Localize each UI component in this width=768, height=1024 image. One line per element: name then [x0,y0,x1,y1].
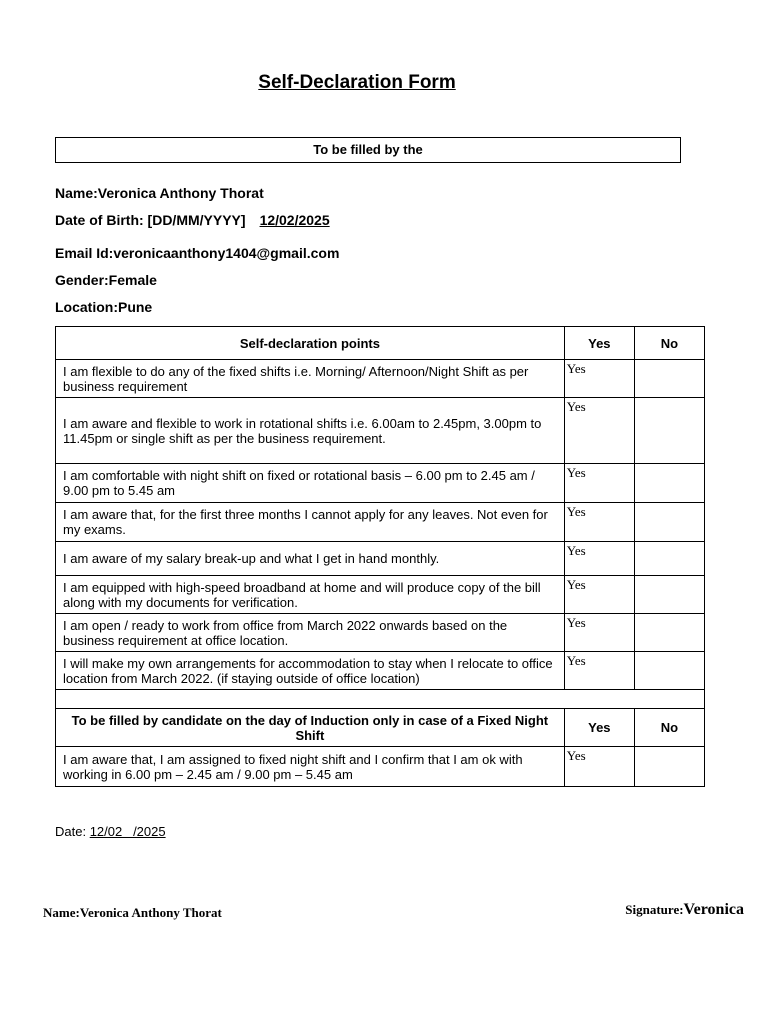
row-no [634,503,704,542]
induction-header-no: No [634,709,704,747]
table-row [56,360,705,398]
table-header-row [56,327,705,360]
declaration-table [55,326,705,787]
header-yes: Yes [564,327,634,360]
date-label: Date: [55,824,87,839]
row-yes: Yes [564,542,634,576]
row-text: I am aware that, I am assigned to fixed night shift and I confirm that I am ok with working in 6.00 pm – 2.45 am / 9.00 pm – 5.45 am [56,747,565,787]
row-yes: Yes [564,503,634,542]
row-yes: Yes [564,614,634,652]
row-yes: Yes [564,576,634,614]
row-text: I am equipped with high-speed broadband at home and will produce copy of the bill along with my documents for verification. [56,576,565,614]
gender-field: Gender:Female [55,272,157,288]
date-value: 12/02 /2025 [89,824,166,839]
table-row [56,503,705,542]
row-yes: Yes [564,464,634,503]
row-no [634,614,704,652]
dob-label: Date of Birth: [DD/MM/YYYY] [55,212,246,228]
signature-label: Signature: [625,902,684,917]
spacer-row [56,690,705,709]
table-row [56,614,705,652]
table-row [56,464,705,503]
row-no [634,398,704,464]
row-text: I am comfortable with night shift on fixed or rotational basis – 6.00 pm to 2.45 am / 9.00 pm to 5.45 am [56,464,565,503]
header-points: Self-declaration points [56,327,565,360]
row-text: I am open / ready to work from office from March 2022 onwards based on the business requirement at office location. [56,614,565,652]
spacer-cell [56,690,705,709]
signature-block [625,901,744,919]
induction-header: To be filled by candidate on the day of Induction only in case of a Fixed Night Shift [56,709,565,747]
table-row [56,747,705,787]
induction-header-row [56,709,705,747]
row-yes: Yes [564,360,634,398]
table-row [56,398,705,464]
row-no [634,652,704,690]
row-yes: Yes [564,747,634,787]
row-text: I am flexible to do any of the fixed shifts i.e. Morning/ Afternoon/Night Shift as per business requirement [56,360,565,398]
row-no [634,542,704,576]
table-row [56,542,705,576]
name-field: Name:Veronica Anthony Thorat [55,185,264,201]
row-text: I am aware that, for the first three months I cannot apply for any leaves. Not even for my exams. [56,503,565,542]
table-row [56,576,705,614]
row-yes: Yes [564,652,634,690]
row-no [634,464,704,503]
date-line [55,824,166,839]
row-yes: Yes [564,398,634,464]
dob-field [55,212,330,228]
row-no [634,360,704,398]
filled-by-box: To be filled by the [55,137,681,163]
header-no: No [634,327,704,360]
dob-value: 12/02/2025 [259,212,330,228]
location-field: Location:Pune [55,299,153,315]
induction-header-yes: Yes [564,709,634,747]
row-text: I am aware of my salary break-up and what I get in hand monthly. [56,542,565,576]
row-no [634,576,704,614]
footer-name: Name:Veronica Anthony Thorat [43,905,222,920]
row-text: I will make my own arrangements for accommodation to stay when I relocate to office location from March 2022. (if staying outside of office location) [56,652,565,690]
row-no [634,747,704,787]
signature-value: Veronica [683,901,744,918]
table-row [56,652,705,690]
email-field: Email Id:veronicaanthony1404@gmail.com [55,245,340,261]
row-text: I am aware and flexible to work in rotational shifts i.e. 6.00am to 2.45pm, 3.00pm to 11.45pm or single shift as per the business requirement. [56,398,565,464]
form-title: Self-Declaration Form [258,72,456,93]
